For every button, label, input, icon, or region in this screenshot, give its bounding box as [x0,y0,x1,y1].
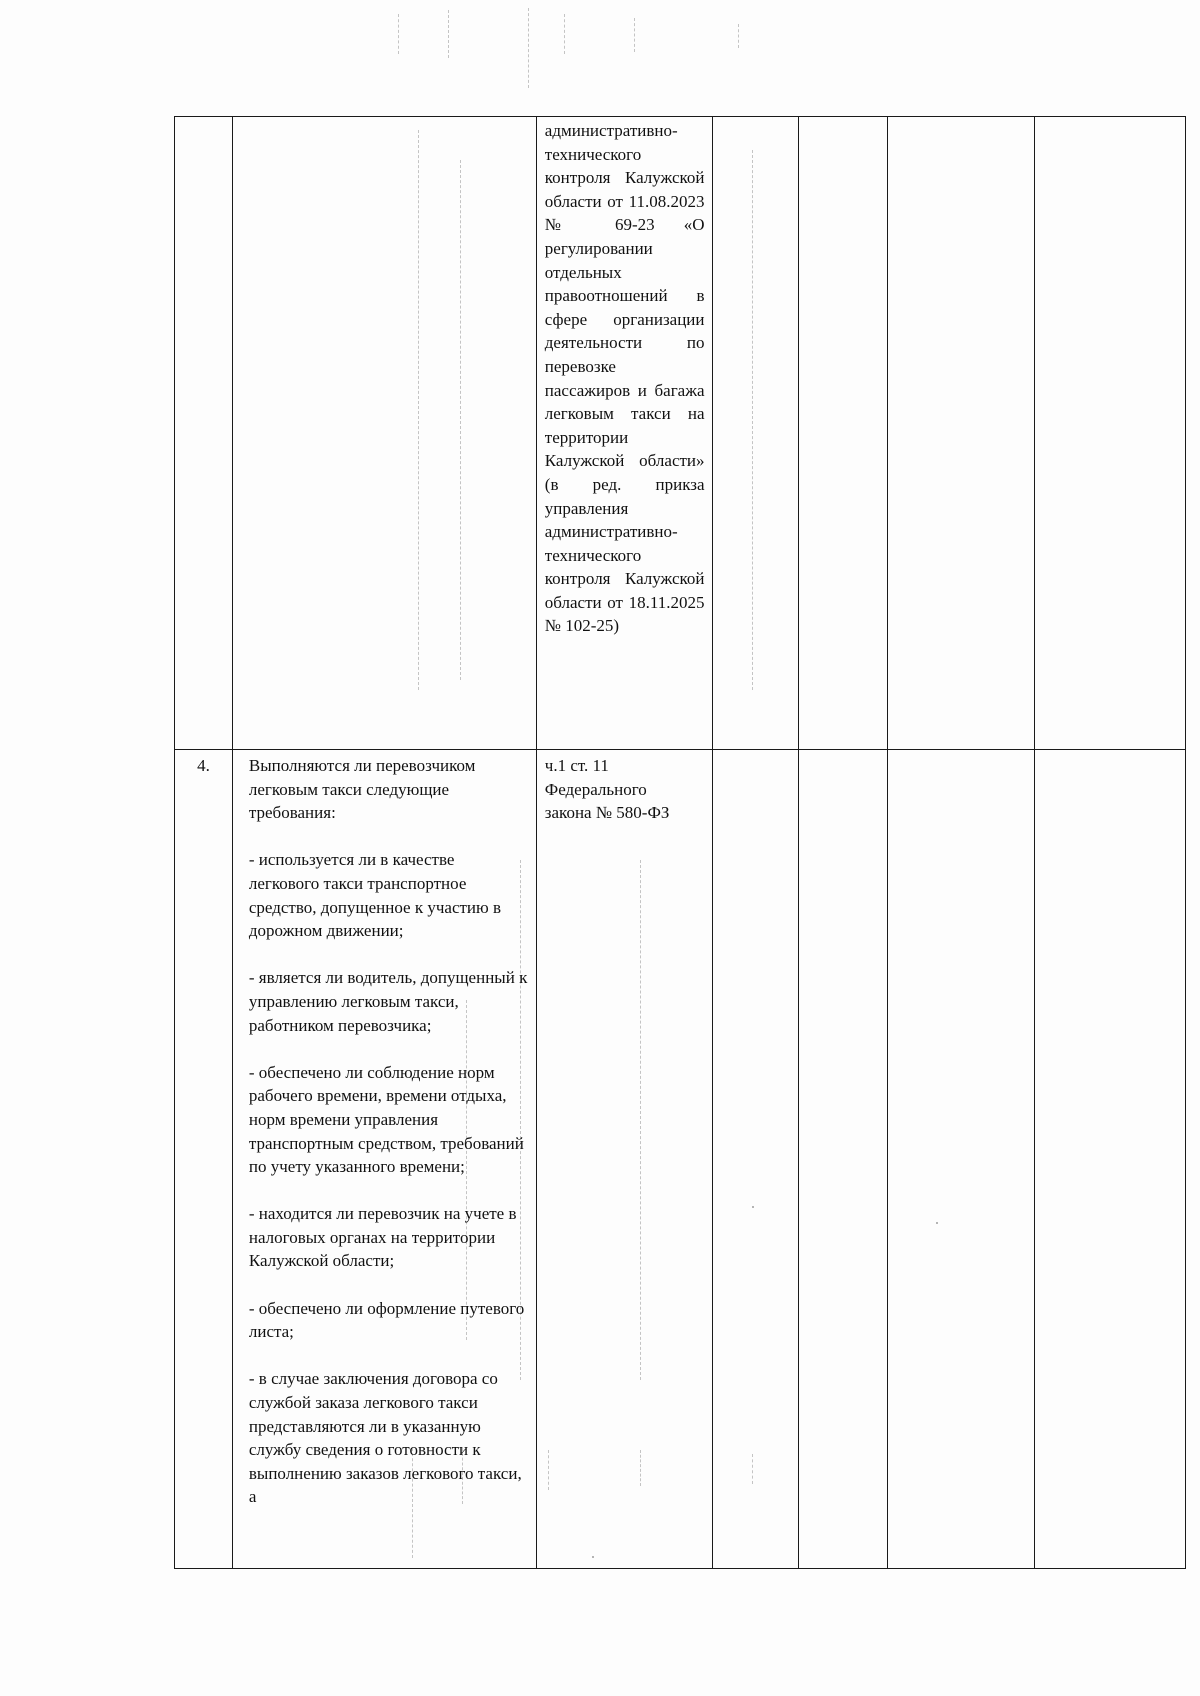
scan-noise [448,10,449,58]
scan-noise [634,18,635,52]
legal-reference-cell [536,750,712,1569]
empty-cell [888,117,1035,750]
empty-cell [888,750,1035,1569]
inspection-checklist-table [174,116,1186,1569]
scan-noise [528,8,529,88]
requirement-text [233,117,536,121]
empty-cell [712,750,799,1569]
row-number: 4. [197,756,210,775]
scan-noise [564,14,565,54]
requirement-list [233,750,536,1509]
requirement-item: - в случае заключения договора со службой заказа легкового такси представляются ли в указанную службу сведения о готовности к выполнению заказов легкового такси, а [248,1369,522,1507]
scan-noise [738,24,739,48]
requirement-item: - обеспечено ли соблюдение норм рабочего времени, времени отдыха, норм времени управления транспортным средством, требований по учету указанного времени; [248,1062,524,1177]
empty-cell [1035,750,1186,1569]
legal-reference-text: ч.1 ст. 11 Федерального закона № 580-ФЗ [544,756,670,823]
empty-cell [712,117,799,750]
row-number-cell [175,750,233,1569]
row-number-cell [175,117,233,750]
empty-cell [799,117,888,750]
requirement-item: - находится ли перевозчик на учете в налоговых органах на территории Калужской области; [248,1204,517,1271]
requirement-cell [232,117,536,750]
requirement-item: - используется ли в качестве легкового такси транспортное средство, допущенное к участию в дорожном движении; [248,850,502,941]
requirement-item: - обеспечено ли оформление путевого листа; [248,1298,525,1342]
empty-cell [1035,117,1186,750]
scan-noise [398,14,399,54]
row-number [175,117,232,121]
requirement-title: Выполняются ли перевозчиком легковым такси следующие требования: [248,756,476,823]
requirement-item: - является ли водитель, допущенный к управлению легковым такси, работником перевозчика; [248,968,528,1035]
empty-cell [799,750,888,1569]
table-row [175,117,1186,750]
legal-reference-cell [536,117,712,750]
requirement-cell [232,750,536,1569]
legal-reference-text: административно-технического контроля Калужской области от 11.08.2023 № 69-23 «О регулировании отдельных правоотношений в сфере организации деятельности по перевозке пассажиров и багажа легковым такси на территории Калужской области» (в ред. прикза управления административно-технического контроля Калужской области от 18.11.2025 № 102-25) [544,121,705,636]
table-row [175,750,1186,1569]
